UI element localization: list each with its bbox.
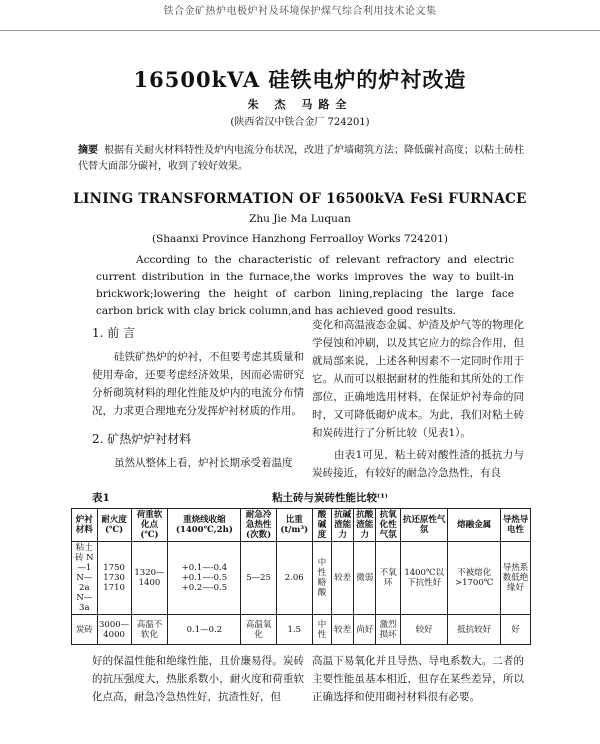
abstract-cn-label: 摘要 [78, 145, 98, 156]
table-cell: 较差 [332, 542, 354, 615]
table-cell: 好 [500, 615, 530, 645]
table-header-cell: 抗还原性气氛 [400, 509, 447, 542]
title-cn: 16500kVA 硅铁电炉的炉衬改造 [133, 67, 467, 92]
section-2-paragraph: 虽然从整体上看，炉衬长期承受着温度 [114, 457, 293, 469]
table-cell: 抵抗较好 [448, 615, 501, 645]
table-header-cell: 耐火度(℃) [97, 509, 131, 542]
table-cell: 1750 1730 1710 [97, 542, 131, 615]
table-cell: 较差 [332, 615, 354, 645]
table-cell: 粘土砖 N—1 N—2a N—3a [72, 542, 98, 615]
table-cell: 微弱 [354, 542, 376, 615]
section-1-paragraph: 硅铁矿热炉的炉衬，不但要考虑其质量和使用寿命，还要考虑经济效果，因而必需研究分析砌筑材料的理化性能及炉内的电流分布情况，力求更合理地充分发挥炉衬材质的作用。 [92, 351, 304, 417]
table-cell: 1400℃以下抗性好 [400, 542, 447, 615]
table-cell: 3000—4000 [97, 615, 131, 645]
table-cell: 尚好 [354, 615, 376, 645]
table-cell: 不氧环 [376, 542, 401, 615]
table-row [72, 615, 531, 645]
table-cell: 导热系数低绝缘好 [500, 542, 530, 615]
section-2-heading: 2. 矿热炉炉衬材料 [92, 432, 192, 446]
table-header-cell: 抗酸渣能力 [354, 509, 376, 542]
right-column [312, 316, 524, 482]
abstract-cn-text: 根据有关耐火材料特性及炉内电流分布状况，改进了炉墙砌筑方法；降低碳衬高度；以粘土砖柱代替大面部分碳衬，收到了较好效果。 [78, 145, 524, 172]
table-header-cell: 导热导电性 [500, 509, 530, 542]
table-header-cell: 荷重软化点(℃) [131, 509, 168, 542]
table-cell: 5—25 [241, 542, 276, 615]
table-cell: +0.1—-0.4 +0.1—-0.5 +0.2—-0.5 [168, 542, 241, 615]
table-cell: 炭砖 [72, 615, 98, 645]
section-1-heading: 1. 前 言 [92, 326, 136, 340]
bottom-left-paragraph: 好的保温性能和绝缘性能，且价廉易得。炭砖的抗压强度大，热胀系数小，耐火度和荷重软化点高，耐急冷急热性好，抗渣性好，但 [92, 655, 304, 703]
table-cell: 高温不软化 [131, 615, 168, 645]
authors-en: Zhu Jie Ma Luquan [249, 213, 351, 225]
table-header-cell: 抗碱渣能力 [332, 509, 354, 542]
table-caption: 表1 [92, 492, 110, 504]
table-header-row [72, 509, 531, 542]
table-title: 粘土砖与炭砖性能比较⁽¹⁾ [272, 492, 388, 504]
authors-cn: 朱 杰 马路全 [247, 98, 353, 111]
right-paragraph-2: 由表1可见，粘土砖对酸性渣的抵抗力与炭砖接近，有较好的耐急冷急热性，有良 [312, 449, 524, 479]
table-header-cell: 炉衬材料 [72, 509, 98, 542]
table-cell: 高温氧化 [241, 615, 276, 645]
comparison-table [71, 508, 531, 645]
table-cell: 激烈损坏 [376, 615, 401, 645]
table-cell: 0.1—0.2 [168, 615, 241, 645]
table-header-cell: 酸碱度 [312, 509, 331, 542]
table-header-cell: 熔融金属 [448, 509, 501, 542]
title-en: LINING TRANSFORMATION OF 16500kVA FeSi FURNACE [73, 191, 527, 207]
affiliation-cn: (陕西省汉中铁合金厂 724201) [230, 117, 370, 128]
table-cell: 较好 [400, 615, 447, 645]
running-header: 铁合金矿热炉电极炉衬及环境保护煤气综合利用技术论文集 [0, 0, 600, 31]
table-cell: 中性略酸 [312, 542, 331, 615]
table-row [72, 542, 531, 615]
abstract-en: According to the characteristic of relevant refractory and electric current distribution in the furnace,the works improves the way to built-in brickwork;lowering the height of carbon lining,replacing the large face carbon brick with clay brick column,and has achieved good results. [96, 254, 514, 317]
table-header-cell: 耐急冷急热性(次数) [241, 509, 276, 542]
table-header-cell: 比重(t/m³) [276, 509, 312, 542]
table-cell: 中性 [312, 615, 331, 645]
table-cell: 1.5 [276, 615, 312, 645]
left-column [92, 324, 304, 472]
bottom-right-paragraph: 高温下易氧化并且导热、导电系数大。二者的主要性能虽基本相近，但存在某些差异，所以正确选择和使用砌衬材料很有必要。 [312, 655, 524, 703]
affiliation-en: (Shaanxi Province Hanzhong Ferroalloy Works 724201) [152, 233, 448, 245]
table-cell: 不被熔化 >1700℃ [448, 542, 501, 615]
right-paragraph-1: 变化和高温液态金属、炉渣及炉气等的物理化学侵蚀和冲刷，以及其它应力的综合作用，但就局部来说，上述各种因素不一定同时作用于它。从而可以根据耐材的性能和其所处的工作部位，正确地选用材料，在保证炉衬寿命的同时，又可降低砌炉成本。为此，我们对粘土砖和炭砖进行了分析比较（见表1）。 [312, 319, 524, 439]
table-cell: 2.06 [276, 542, 312, 615]
table-header-cell: 抗氧化性气氛 [376, 509, 401, 542]
table-cell: 1320—1400 [131, 542, 168, 615]
abstract-cn [78, 143, 526, 175]
table-header-cell: 重烧线收缩(1400℃,2h) [168, 509, 241, 542]
